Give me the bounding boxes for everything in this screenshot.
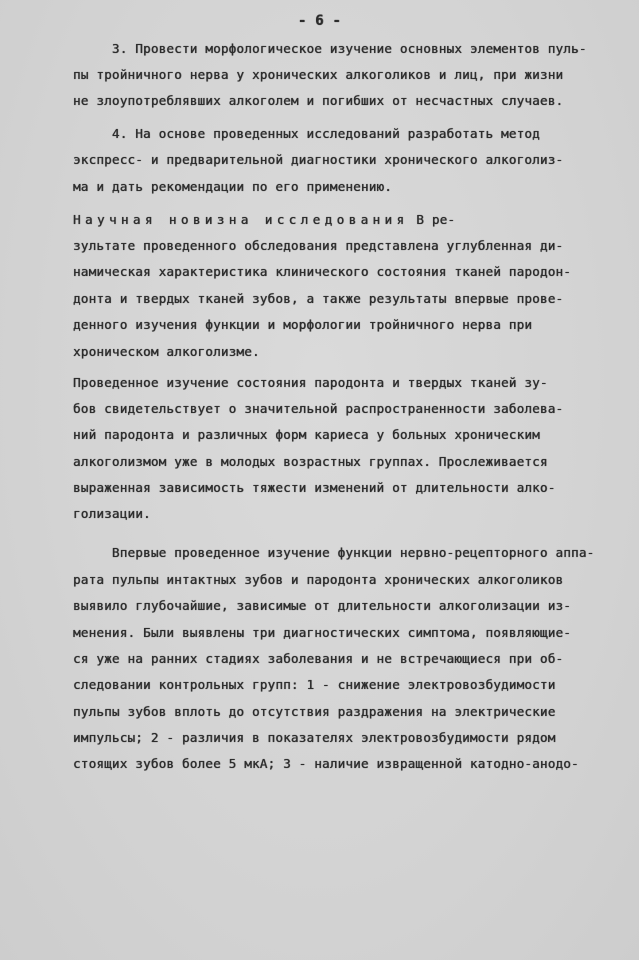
text-line: денного изучения функции и морфологии тройничного нерва при [73,317,533,332]
text-line: экспресс- и предварительной диагностики хронического алкоголиз- [73,152,564,167]
text-line: ний пародонта и различных форм кариеса у больных хроническим [73,427,540,442]
text-line: пы тройничного нерва у хронических алкоголиков и лиц, при жизни [73,67,564,82]
section-heading-line [73,207,455,233]
text-line: рата пульпы интактных зубов и пародонта хронических алкоголиков [73,572,564,587]
text-line: не злоупотреблявших алкоголем и погибших от несчастных случаев. [73,93,564,108]
text-line: 4. На основе проведенных исследований разработать метод [73,126,540,141]
text-line: донта и твердых тканей зубов, а также результаты впервые прове- [73,291,564,306]
text-line: Проведенное изучение состояния пародонта и твердых тканей зу- [73,375,548,390]
text-line: выраженная зависимость тяжести изменений от длительности алко- [73,480,556,495]
text-line: намическая характеристика клинического состояния тканей пародон- [73,264,572,279]
text-line: зультате проведенного обследования представлена углубленная ди- [73,238,564,253]
text-line: импульсы; 2 - различия в показателях электровозбудимости рядом [73,730,556,745]
page-number: - 6 - [297,13,342,29]
section-heading: Научная новизна исследования [73,212,409,227]
text-line: следовании контрольных групп: 1 - снижение электровозбудимости [73,677,556,692]
text-line: пульпы зубов вплоть до отсутствия раздражения на электрические [73,704,556,719]
text-line: ма и дать рекомендации по его применению. [73,179,393,194]
text-line: хроническом алкоголизме. [73,344,260,359]
text-line: голизации. [73,506,151,521]
text-line: ся уже на ранних стадиях заболевания и не встречающиеся при об- [73,651,564,666]
text-line: менения. Были выявлены три диагностических симптома, появляющие- [73,625,572,640]
text-line: бов свидетельствует о значительной распространенности заболева- [73,401,564,416]
text-line: выявило глубочайшие, зависимые от длительности алкоголизации из- [73,598,572,613]
text-line: Впервые проведенное изучение функции нервно-рецепторного аппа- [73,545,595,560]
text-line: алкоголизмом уже в молодых возрастных группах. Прослеживается [73,454,548,469]
text-line: стоящих зубов более 5 мкА; 3 - наличие извращенной катодно-анодо- [73,756,579,771]
heading-continuation: В ре- [408,212,456,227]
text-line: 3. Провести морфологическое изучение основных элементов пуль- [73,41,587,56]
